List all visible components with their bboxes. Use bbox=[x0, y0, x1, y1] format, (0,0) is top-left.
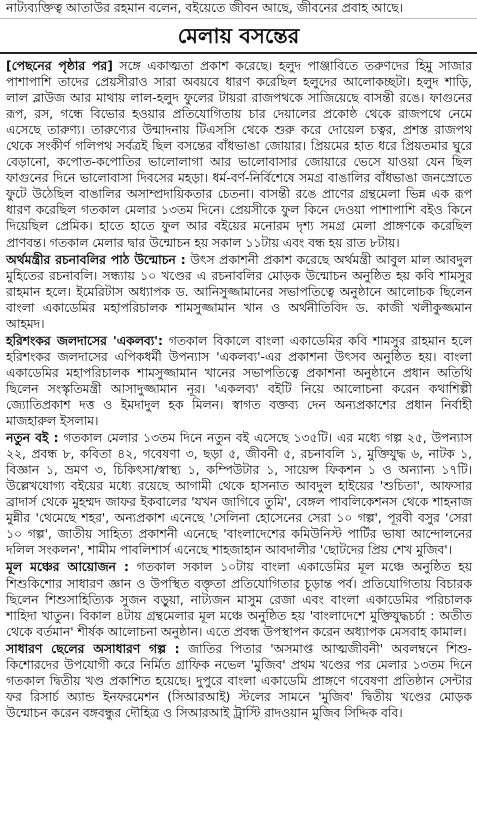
preceding-text-line: নাট্যব্যক্তিত্ব আতাউর রহমান বলেন, বইয়েতে জীবন আছে, জীবনের প্রবাহ আছে। bbox=[6, 0, 404, 15]
paragraph-ekalavya bbox=[6, 333, 472, 429]
subheading: মূল মঞ্চের আয়োজন : bbox=[6, 560, 129, 575]
paragraph-text: গতকাল মেলার ১৩তম দিনে নতুন বই এসেছে ১৩৫টি। এর মধ্যে গল্প ২৫, উপন্যাস ২২, প্রবন্ধ ৮, কবিতা ৪২, গবেষণা ৩, ছড়া ৫, জীবনী ৫, রচনাবলি ১, মুক্তিযুদ্ধ ৬, নাটক ১, বিজ্ঞান ১, ভ্রমণ ৩, চিকিৎসা/স্বাস্থ্য ১, কম্পিউটার ১, সায়েন্স ফিকশন ১ ও অন্যান্য ১৭টি। উল্লেখযোগ্য বইয়ের মধ্যে রয়েছে আগামী থেকে হাসনাত আবদুল হাইয়ের 'শুচিতা', আফসার ব্রাদার্স থেকে মুহম্মদ জাফর ইকবালের 'যখন জাগিবে তুমি', বেঙ্গল পাবলিকেশনস থেকে শাহনাজ মুন্নীর 'থেমেছে শহর', অন্যপ্রকাশ এনেছে 'সেলিনা হোসেনের সেরা ১০ গল্প', পূরবী বসুর 'সেরা ১০ গল্প', জাতীয় সাহিত্য প্রকাশনী এনেছে 'বাংলাদেশের কমিউনিস্ট পার্টির ভাষা আন্দোলনের দলিল সংকলন', শামীম পাবলিশার্স এনেছে শাহজাহান আবদালীর 'ছোটদের প্রিয় শেখ মুজিব'। bbox=[6, 431, 472, 558]
paragraph-intro bbox=[6, 58, 472, 251]
paragraph-text: জাতির পিতার 'অসমাপ্ত আত্মজীবনী' অবলম্বনে শিশু-কিশোরদের উপযোগী করে নির্মিত গ্রাফিক নভেল 'মুজিব' প্রথম খণ্ডের পর মেলার ১৩তম দিনে গতকাল দ্বিতীয় খণ্ড প্রকাশিত হয়েছে। দুপুরে বাংলা একাডেমি প্রাঙ্গণে গবেষণা প্রতিষ্ঠান সেন্টার ফর রিসার্চ অ্যান্ড ইনফরমেশন (সিআরআই) স্টলের সামনে 'মুজিব' দ্বিতীয় খণ্ডের মোড়ক উন্মোচন করেন বঙ্গবন্ধুর দৌহিত্র ও সিআরআই ট্রাস্টি রাদওয়ান মুজিব সিদ্দিক ববি। bbox=[6, 641, 472, 720]
paragraph-text: গতকাল সকাল ১০টায় বাংলা একাডেমির মূল মঞ্চে অনুষ্ঠিত হয় শিশুকিশোর সাধারণ জ্ঞান ও উপস্থিত বক্তৃতা প্রতিযোগিতার চূড়ান্ত পর্ব। প্রতিযোগিতায় বিচারক ছিলেন শিশুসাহিত্যিক সুজন বড়ুয়া, নাট্যজন মাসুম রেজা এবং বাংলা একাডেমির পরিচালক শাহিদা খাতুন। বিকাল ৪টায় গ্রন্থমেলার মূল মঞ্চে অনুষ্ঠিত হয় 'বাংলাদেশে মুক্তিযুদ্ধচর্চা : অতীত থেকে বর্তমান' শীর্ষক আলোচনা অনুষ্ঠান। এতে প্রবন্ধ উপস্থাপন করেন অধ্যাপক মেসবাহ কামাল। bbox=[6, 560, 473, 639]
subheading: নতুন বই : bbox=[6, 431, 59, 446]
paragraph-main-stage bbox=[6, 559, 472, 639]
article-body bbox=[6, 58, 472, 722]
paragraph-text: সঙ্গে একাত্মতা প্রকাশ করেছে। হলুদ পাঞ্জাবিতে তরুণদের হিমু সাজার পাশাপাশি তাদের প্রেয়সীরাও সারা অবয়বে ধারণ করেছিল হলুদের আলোকচ্ছটা। হলুদ শাড়ি, লাল ব্লাউজ আর মাথায় লাল-হলুদ ফুলের টায়রা রাজপথকে সাজিয়েছে বাসন্তী রঙে। ফাগুনের রূপ, রস, গন্ধে বিভোর হওয়ার প্রতিযোগিতায় চার দেয়ালের প্রকোষ্ঠ থেকে রাজপথে নেমে এসেছে তারুণ্য। তারুণ্যের উন্মাদনায় টিএসসি থেকে শুরু করে দোয়েল চত্বর, প্রশস্ত রাজপথ থেকে সংকীর্ণ গলিপথ সর্বত্রই ছিল বসন্তের বাঁধভাঙা জোয়ার। প্রিয়মের হাত ধরে প্রিয়তমার ঘুরে বেড়ানো, কপোত-কপোতির ভালোলাগা আর ভালোবাসার জোয়ারে ভেসে যাওয়া যেন ছিল ফাগুনের দিনে ভালোবাসা দিবসের মহড়া। ধর্ম-বর্ণ-নির্বিশেষে সমগ্র বাঙালির বাঁধভাঙা জনস্রোতে ফুটে উঠেছিল বাঙালির অসাম্প্রদায়িকতার চেতনা। বাসন্তী রঙে প্রাণের গ্রন্থমেলা ভিন্ন এক রূপ ধারণ করেছিল গতকাল মেলার ১৩তম দিনে। প্রেয়সীকে ফুল কিনে দেওয়া পাশাপাশি বইও কিনে দিয়েছিল প্রেমিক। হাতে হাতে ফুল আর বইয়ের মনোরম দৃশ্য সমগ্র মেলা প্রাঙ্গণকে করেছিল প্রাণবন্ত। গতকাল মেলার দ্বার উন্মোচন হয় সকাল ১১টায় এবং বন্ধ হয় রাত ৮টায়। bbox=[6, 59, 473, 250]
subheading: সাধারণ ছেলের অসাধারণ গল্প : bbox=[6, 641, 180, 656]
separator-rule bbox=[0, 18, 477, 19]
paragraph-text: গতকাল বিকালে বাংলা একাডেমির কবি শামসুর রাহমান হলে হরিশংকর জলদাসের এপিকধর্মী উপন্যাস 'একলব্য'-এর প্রকাশনা উৎসব অনুষ্ঠিত হয়। বাংলা একাডেমির মহাপরিচালক শামসুজ্জামান খানের সভাপতিত্বে প্রকাশনা অনুষ্ঠানে প্রধান অতিথি ছিলেন সংস্কৃতিমন্ত্রী আসাদুজ্জামান নূর। 'একলব্য' বইটি নিয়ে আলোচনা করেন কথাশিল্পী জ্যোতিপ্রকাশ দত্ত ও ইমদাদুল হক মিলন। স্বাগত বক্তব্য দেন অন্যপ্রকাশের প্রধান নির্বাহী মাজহারুল ইসলাম। bbox=[6, 333, 472, 429]
article-headline: মেলায় বসন্তের bbox=[177, 24, 300, 48]
continuation-marker: [পেছনের পৃষ্ঠার পর] bbox=[6, 59, 113, 73]
paragraph-text: উৎস প্রকাশনী প্রকাশ করেছে অর্থমন্ত্রী আবুল মাল আবদুল মুহিতের রচনাবলি। সন্ধ্যায় ১০ খণ্ডের এ রচনাবলির মোড়ক উন্মোচন অনুষ্ঠিত হয় কবি শামসুর রাহমান হলে। ইমেরিটাস অধ্যাপক ড. আনিসুজ্জামানের সভাপতিত্বে অনুষ্ঠানে আলোচক ছিলেন বাংলা একাডেমির মহাপরিচালক শামসুজ্জামান খান ও অর্থনীতিবিদ ড. কাজী খলীকুজ্জমান আহমদ। bbox=[6, 252, 472, 331]
paragraph-finance-minister bbox=[6, 252, 472, 332]
paragraph-new-books bbox=[6, 430, 472, 558]
subheading: অর্থমন্ত্রীর রচনাবলির পাঠ উন্মোচন : bbox=[6, 252, 186, 267]
subheading: হরিশংকর জলদাসের 'একলব্য': bbox=[6, 333, 163, 348]
paragraph-mujib-graphic-novel bbox=[6, 641, 472, 721]
headline-rule bbox=[0, 52, 477, 54]
